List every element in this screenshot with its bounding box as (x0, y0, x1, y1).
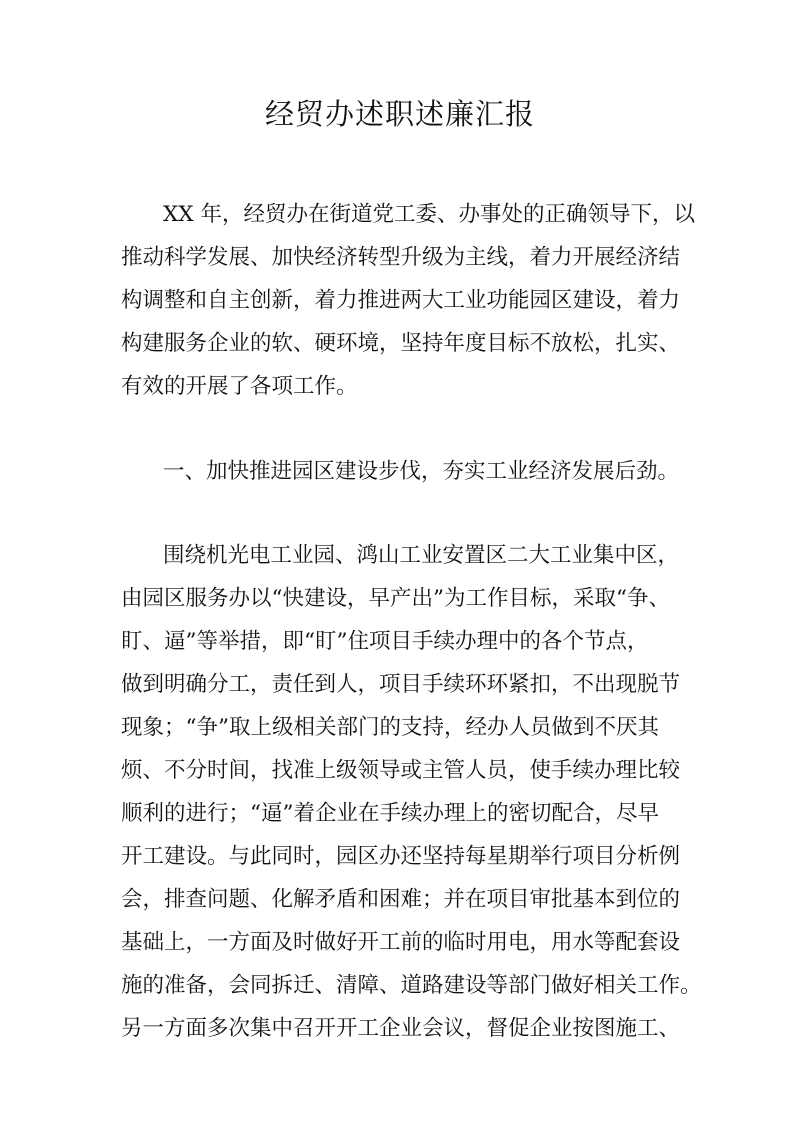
paragraph-2-line-6: 烦、不分时间，找准上级领导或主管人员，使手续办理比较 (121, 758, 681, 783)
document-title: 经贸办述职述廉汇报 (264, 97, 535, 131)
section-heading-1: 一、加快推进园区建设步伐，夯实工业经济发展后劲。 (163, 459, 680, 484)
paragraph-2-line-5: 现象；“争”取上级相关部门的支持，经办人员做到不厌其 (121, 715, 659, 740)
paragraph-2-line-9: 会，排查问题、化解矛盾和困难；并在项目审批基本到位的 (121, 887, 681, 912)
paragraph-2-line-10: 基础上，一方面及时做好开工前的临时用电，用水等配套设 (121, 930, 681, 955)
paragraph-2-line-2: 由园区服务办以“快建设，早产出”为工作目标，采取“争、 (121, 586, 670, 611)
paragraph-2-line-1: 围绕机光电工业园、鸿山工业安置区二大工业集中区， (163, 543, 680, 568)
paragraph-1-line-3: 构调整和自主创新，着力推进两大工业功能园区建设，着力 (121, 288, 681, 313)
paragraph-1-line-4: 构建服务企业的软、硬环境，坚持年度目标不放松，扎实、 (121, 331, 681, 356)
paragraph-1-line-5: 有效的开展了各项工作。 (121, 374, 358, 399)
paragraph-2-line-7: 顺利的进行；“逼”着企业在手续办理上的密切配合，尽早 (121, 801, 659, 826)
paragraph-2-line-11: 施的准备，会同拆迁、清障、道路建设等部门做好相关工作。 (121, 973, 702, 998)
paragraph-2-line-4: 做到明确分工，责任到人，项目手续环环紧扣，不出现脱节 (121, 672, 681, 697)
paragraph-2-line-12: 另一方面多次集中召开开工企业会议，督促企业按图施工、 (121, 1016, 681, 1041)
paragraph-1-line-1: XX 年，经贸办在街道党工委、办事处的正确领导下，以 (163, 202, 695, 227)
paragraph-1-line-2: 推动科学发展、加快经济转型升级为主线，着力开展经济结 (121, 245, 681, 270)
paragraph-2-line-8: 开工建设。与此同时，园区办还坚持每星期举行项目分析例 (121, 844, 681, 869)
paragraph-2-line-3: 盯、逼”等举措，即“盯”住项目手续办理中的各个节点， (121, 629, 649, 654)
